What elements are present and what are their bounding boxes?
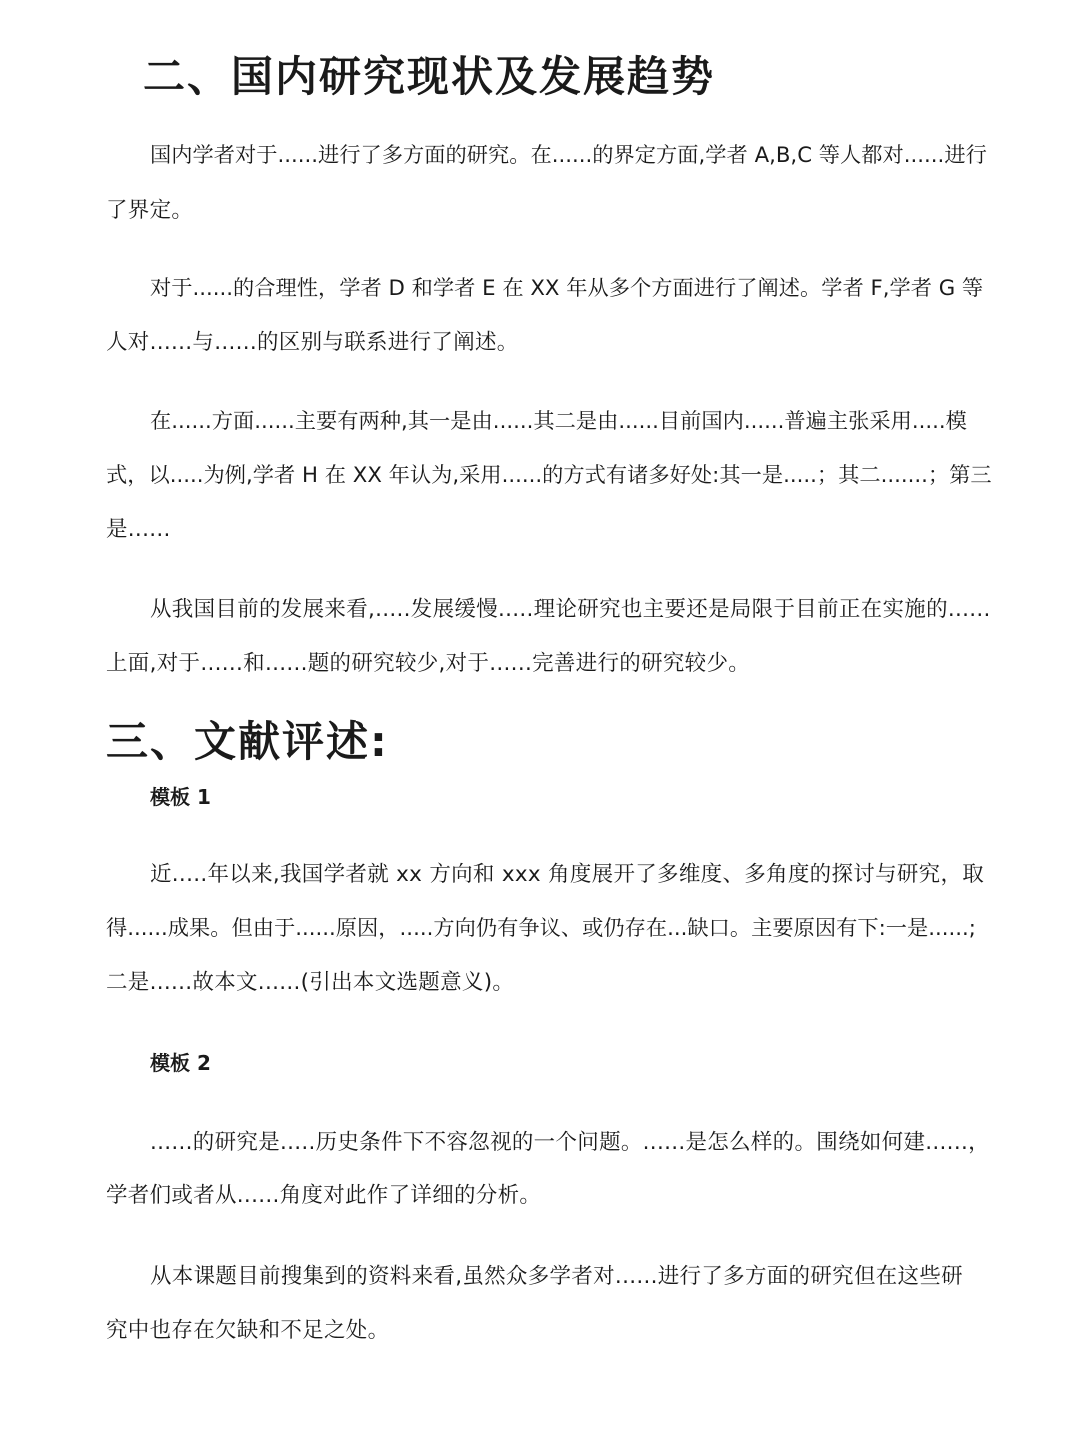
paragraph-line: 是...... — [106, 517, 171, 542]
paragraph-line: 对于......的合理性，学者 D 和学者 E 在 XX 年从多个方面进行了阐述。学者 F,学者 G 等 — [150, 276, 984, 301]
paragraph-line: 国内学者对于......进行了多方面的研究。在......的界定方面,学者 A,B,C 等人都对......进行 — [150, 143, 987, 168]
section-2-heading: 二、国内研究现状及发展趋势 — [143, 52, 716, 101]
section-3-heading: 三、文献评述: — [106, 717, 389, 766]
paragraph-line: ......的研究是.....历史条件下不容忽视的一个问题。......是怎么样的。围绕如何建......， — [150, 1130, 990, 1155]
paragraph-line: 了界定。 — [106, 198, 194, 223]
paragraph-line: 近.....年以来,我国学者就 xx 方向和 xxx 角度展开了多维度、多角度的探讨与研究，取 — [150, 862, 985, 887]
paragraph-line: 在......方面......主要有两种,其一是由......其二是由......目前国内......普遍主张采用.....模 — [150, 409, 967, 434]
paragraph-line: 二是......故本文......(引出本文选题意义)。 — [106, 970, 515, 995]
paragraph-line: 得......成果。但由于......原因，.....方向仍有争议、或仍存在...缺口。主要原因有下:一是......; — [106, 916, 976, 941]
paragraph-line: 上面,对于......和......题的研究较少,对于......完善进行的研究较少。 — [106, 651, 751, 676]
paragraph-line: 从我国目前的发展来看,.....发展缓慢.....理论研究也主要还是局限于目前正在实施的...... — [150, 597, 991, 622]
paragraph-line: 人对......与......的区别与联系进行了阐述。 — [106, 330, 519, 355]
paragraph-line: 式，以.....为例,学者 H 在 XX 年认为,采用......的方式有诸多好处:其一是.....；其二.......；第三 — [106, 463, 992, 488]
template-1-label: 模板 1 — [150, 785, 211, 809]
paragraph-line: 学者们或者从......角度对此作了详细的分析。 — [106, 1183, 542, 1208]
paragraph-line: 究中也存在欠缺和不足之处。 — [106, 1318, 390, 1343]
template-2-label: 模板 2 — [150, 1051, 211, 1075]
paragraph-line: 从本课题目前搜集到的资料来看,虽然众多学者对......进行了多方面的研究但在这些研 — [150, 1264, 963, 1289]
